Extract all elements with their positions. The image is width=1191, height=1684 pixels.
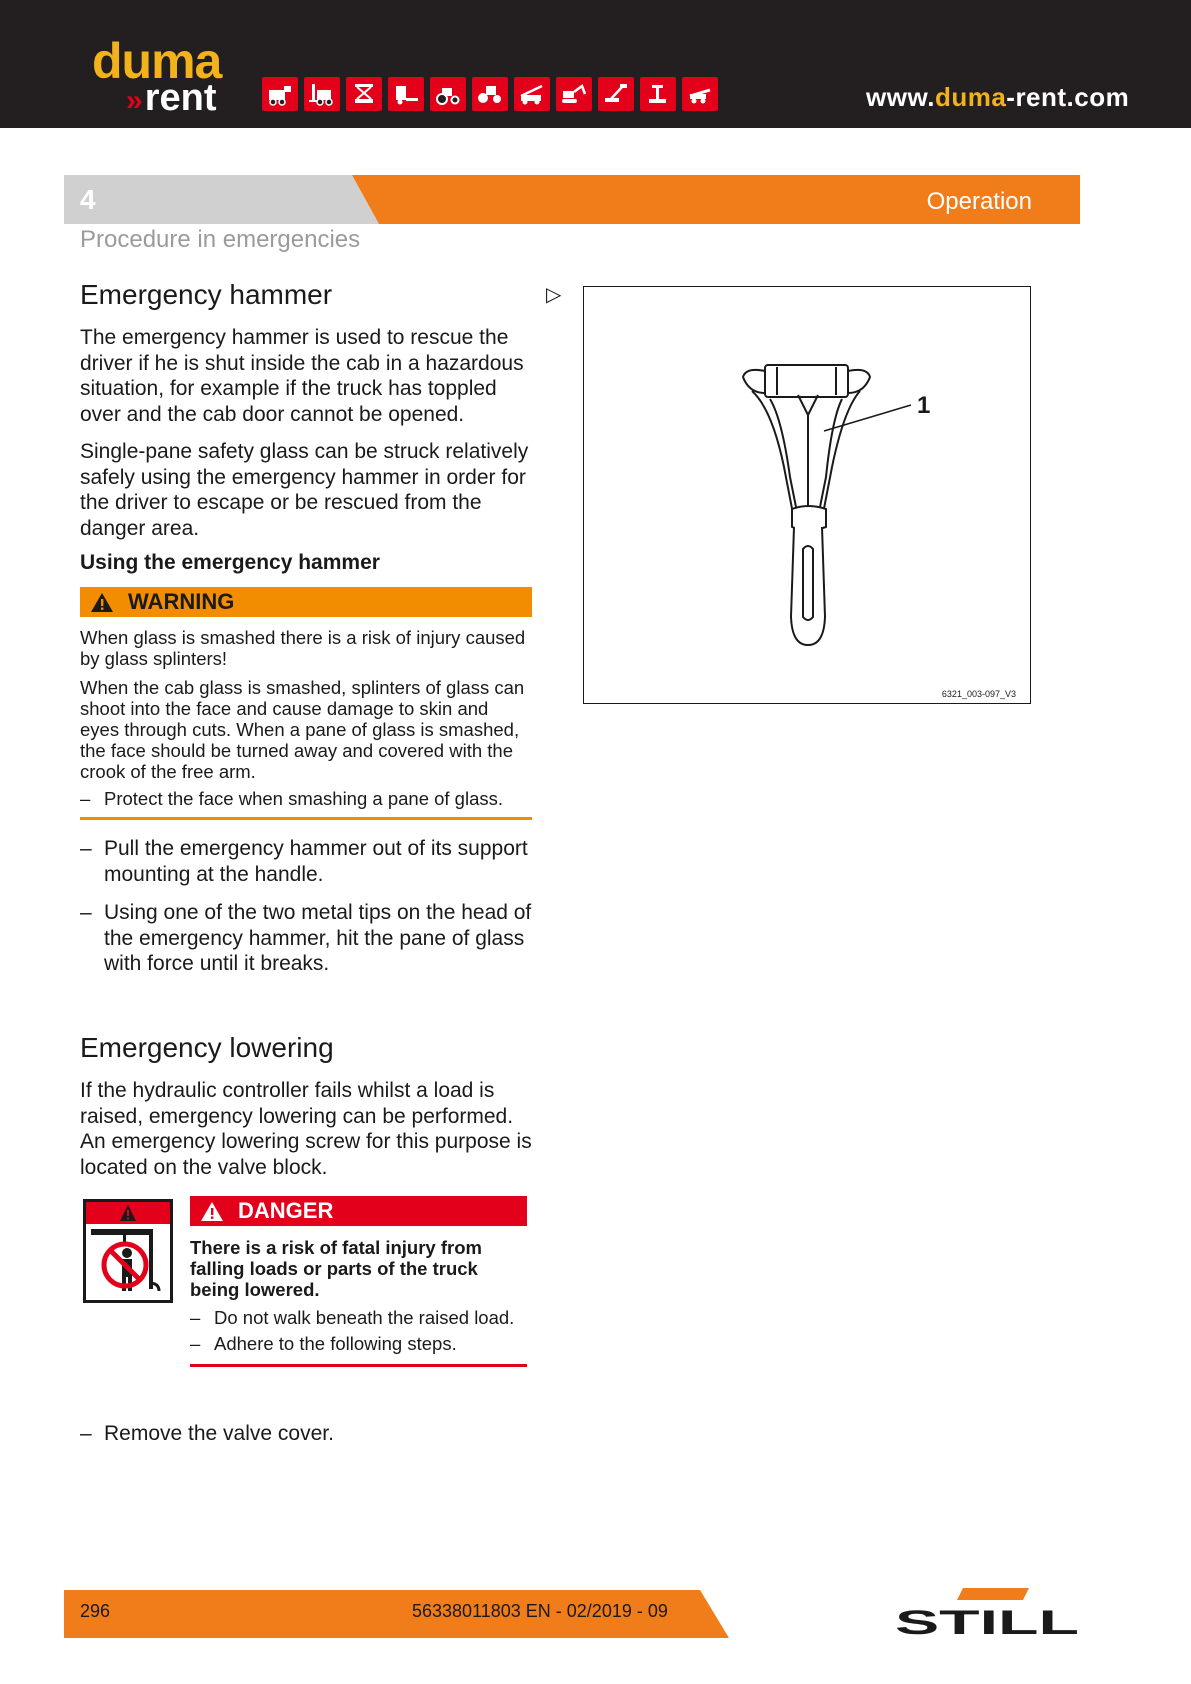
figure-arrow-icon: ▷ <box>546 284 562 306</box>
danger-bullet-2 <box>190 1333 527 1354</box>
website-url[interactable] <box>866 82 1129 113</box>
forklift-icon <box>304 77 340 111</box>
website-prefix: www. <box>866 82 935 112</box>
roller-icon <box>472 77 508 111</box>
crane-truck-icon <box>514 77 550 111</box>
figure-ref: 6321_003-097_V3 <box>941 689 1016 699</box>
lowering-step-text: Remove the valve cover. <box>104 1422 334 1445</box>
warning-label: WARNING <box>128 589 235 614</box>
hammer-step-1-text: Pull the emergency hammer out of its support mounting at the handle. <box>104 837 528 886</box>
dash: – <box>190 1333 201 1354</box>
lowering-para: If the hydraulic controller fails whilst a load is raised, emergency lowering can be performed. An emergency lowering screw for this purpose is located on the valve block. <box>80 1079 532 1179</box>
logo-rent <box>126 78 216 121</box>
excavator-icon <box>556 77 592 111</box>
danger-box <box>190 1196 527 1367</box>
falling-load-pictogram-icon <box>83 1199 173 1303</box>
danger-line-1: There is a risk of fatal injury from falling loads or parts of the truck being lowered. <box>190 1237 482 1300</box>
hammer-section <box>80 279 532 977</box>
danger-bar <box>190 1196 527 1226</box>
logo-arrow: » <box>126 84 143 117</box>
warning-triangle-icon <box>90 592 114 613</box>
lowering-step <box>80 1421 532 1447</box>
dash: – <box>80 1422 92 1445</box>
danger-bullet-1 <box>190 1307 527 1328</box>
warning-line-2: When the cab glass is smashed, splinters of glass can shoot into the face and cause damage to skin and eyes through cuts. When a pane of glass is smashed, the face should be turned away and covered with the crook of the free arm. <box>80 677 525 782</box>
still-logo <box>893 1588 1083 1636</box>
website-suffix: -rent.com <box>1006 82 1130 112</box>
hammer-step-1 <box>80 836 532 887</box>
page-number: 296 <box>80 1601 111 1621</box>
logo-duma: duma <box>92 33 222 89</box>
hammer-step-2-text: Using one of the two metal tips on the head of the emergency hammer, hit the pane of glass with force until it breaks. <box>104 901 532 975</box>
chapter-bar <box>64 175 1080 224</box>
danger-triangle-icon <box>200 1201 224 1222</box>
hammer-step-2 <box>80 900 532 977</box>
section-title: Procedure in emergencies <box>80 226 361 253</box>
pallet-truck-icon <box>388 77 424 111</box>
lowering-heading: Emergency lowering <box>80 1032 334 1063</box>
danger-bullet-2-text: Adhere to the following steps. <box>214 1333 457 1354</box>
emergency-hammer-illustration-icon <box>584 287 1029 702</box>
telehandler-icon <box>682 77 718 111</box>
dash: – <box>80 901 92 924</box>
warning-bullet-text: Protect the face when smashing a pane of glass. <box>104 788 504 809</box>
warning-bullet <box>80 788 532 809</box>
website-accent: duma <box>934 82 1007 112</box>
dash: – <box>80 788 91 809</box>
danger-bullet-1-text: Do not walk beneath the raised load. <box>214 1307 515 1328</box>
still-logo-text: STILL <box>895 1604 1079 1636</box>
hammer-para-2: Single-pane safety glass can be struck relatively safely using the emergency hammer in order for the driver to escape or be rescued from the danger area. <box>80 440 529 540</box>
still-logo-stripe <box>957 1588 1029 1600</box>
dash: – <box>190 1307 201 1328</box>
hammer-heading: Emergency hammer <box>80 279 333 310</box>
hammer-para-1: The emergency hammer is used to rescue the driver if he is shut inside the cab in a hazardous situation, for example if the truck has toppled over and the cab door cannot be opened. <box>80 326 524 426</box>
mast-lift-icon <box>640 77 676 111</box>
scissor-lift-icon <box>346 77 382 111</box>
warning-bar <box>80 587 532 617</box>
danger-end-rule <box>190 1364 527 1367</box>
hammer-subheading: Using the emergency hammer <box>80 551 380 574</box>
chapter-number: 4 <box>80 184 96 215</box>
hammer-figure <box>583 286 1031 704</box>
warning-end-rule <box>80 817 532 820</box>
skid-steer-icon <box>262 77 298 111</box>
chapter-number-tab <box>64 175 379 224</box>
machine-icon-strip <box>262 77 718 111</box>
warning-line-1: When glass is smashed there is a risk of injury caused by glass splinters! <box>80 627 526 669</box>
tractor-icon <box>430 77 466 111</box>
figure-callout: 1 <box>917 392 931 419</box>
lowering-section <box>80 1032 532 1180</box>
chapter-title: Operation <box>926 188 1032 215</box>
danger-label: DANGER <box>238 1198 334 1223</box>
dash: – <box>80 837 92 860</box>
boom-lift-icon <box>598 77 634 111</box>
document-id: 56338011803 EN - 02/2019 - 09 <box>412 1601 668 1621</box>
logo-rent-text: rent <box>144 77 217 119</box>
